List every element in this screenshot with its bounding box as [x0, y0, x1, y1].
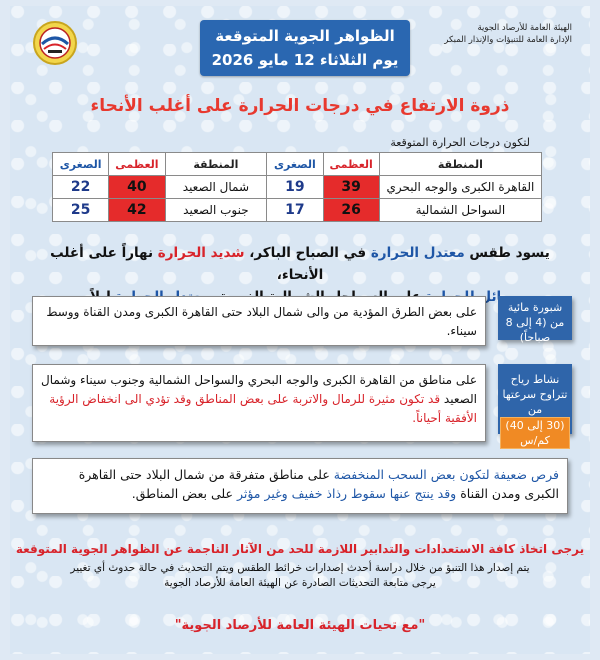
temperature-table: [52, 152, 542, 222]
min-temp-cell: 19: [267, 176, 323, 199]
bulletin-page: [10, 6, 590, 654]
fog-tag: شبورة مائية من (4 إلى 8 صباحاً): [498, 296, 572, 340]
table-row: [53, 176, 542, 199]
max-temp-cell: 42: [109, 199, 165, 222]
signature-line: "مع تحيات الهيئة العامة للأرصاد الجوية": [174, 618, 426, 633]
min-temp-cell: 22: [53, 176, 109, 199]
wind-tag-text: نشاط رياح تتراوح سرعتها من: [502, 373, 568, 416]
summary-text: يسود طقس: [464, 245, 550, 261]
wind-text: على مناطق من القاهرة الكبرى والوجه البحري والسواحل الشمالية وجنوب سيناء وشمال الصعيد: [41, 373, 477, 406]
header-min: الصغرى: [267, 153, 323, 176]
update-notice: [40, 561, 560, 591]
header-region: المنطقة: [165, 153, 267, 176]
clouds-highlight: فرص ضعيفة لتكون بعض السحب المنخفضة: [333, 467, 559, 482]
wind-description: [32, 364, 486, 442]
org-department: الإدارة العامة للتنبؤات والإنذار المبكر: [444, 35, 572, 45]
region-cell: القاهرة الكبرى والوجه البحري: [379, 176, 541, 199]
update-notice-line: يتم إصدار هذا التنبؤ من خلال دراسة أحدث إصدارات خرائط الطقس ويتم التحديث في حالة حدوث أي تغيير: [70, 562, 530, 574]
clouds-text: على مناطق متفرقة من شمال البلاد حتى القاهرة الكبرى ومدن القناة: [78, 467, 559, 501]
region-cell: السواحل الشمالية: [379, 199, 541, 222]
summary-text: في الصباح الباكر،: [244, 245, 371, 261]
organization-header: [444, 22, 572, 46]
headline: ذروة الارتفاع في درجات الحرارة على أغلب الأنحاء: [90, 96, 510, 116]
precaution-notice: يرجى اتخاذ كافة الاستعدادات والتدابير اللازمة للحد من الآثار الناجمة عن الظواهر الجوية المتوقعة: [15, 542, 585, 556]
header-max: العظمى: [323, 153, 379, 176]
meteorological-authority-logo: [32, 20, 78, 66]
header-max: العظمى: [109, 153, 165, 176]
summary-highlight: شديد الحرارة: [157, 245, 245, 261]
header-region: المنطقة: [379, 153, 541, 176]
fog-description: على بعض الطرق المؤدية من والى شمال البلاد حتى القاهرة الكبرى ومدن القناة ووسط سيناء.: [32, 296, 486, 346]
clouds-text: على بعض المناطق.: [131, 486, 237, 501]
region-cell: شمال الصعيد: [165, 176, 267, 199]
wind-tag: [498, 364, 572, 447]
page-title: الظواهر الجوية المتوقعة: [215, 27, 395, 45]
clouds-description: [32, 458, 568, 514]
summary-text: نهاراً على أغلب الأنحاء،: [50, 245, 324, 283]
clouds-highlight: وقد ينتج عنها سقوط رذاذ خفيف وغير مؤثر: [236, 486, 457, 501]
header-min: الصغرى: [53, 153, 109, 176]
min-temp-cell: 17: [267, 199, 323, 222]
org-name: الهيئة العامة للأرصاد الجوية: [477, 23, 572, 33]
table-row: [53, 199, 542, 222]
max-temp-cell: 26: [323, 199, 379, 222]
forecast-date: يوم الثلاثاء 12 مايو 2026: [211, 51, 399, 69]
wind-speed-badge: (30 إلى 40) كم/س: [500, 417, 570, 449]
max-temp-cell: 40: [109, 176, 165, 199]
wind-warning-text: قد تكون مثيرة للرمال والاتربة على بعض المناطق وقد تؤدي الى انخفاض الرؤية الأفقية أحياناً.: [49, 392, 477, 425]
max-temp-cell: 39: [323, 176, 379, 199]
summary-highlight: مائل: [479, 289, 510, 305]
summary-highlight: معتدل الحرارة: [370, 245, 465, 261]
region-cell: جنوب الصعيد: [165, 199, 267, 222]
table-header-row: [53, 153, 542, 176]
min-temp-cell: 25: [53, 199, 109, 222]
title-box: [200, 20, 410, 76]
table-caption: لتكون درجات الحرارة المتوقعة: [390, 136, 530, 149]
update-notice-line: يرجى متابعة التحديثات الصادرة عن الهيئة العامة للأرصاد الجوية: [164, 577, 436, 589]
